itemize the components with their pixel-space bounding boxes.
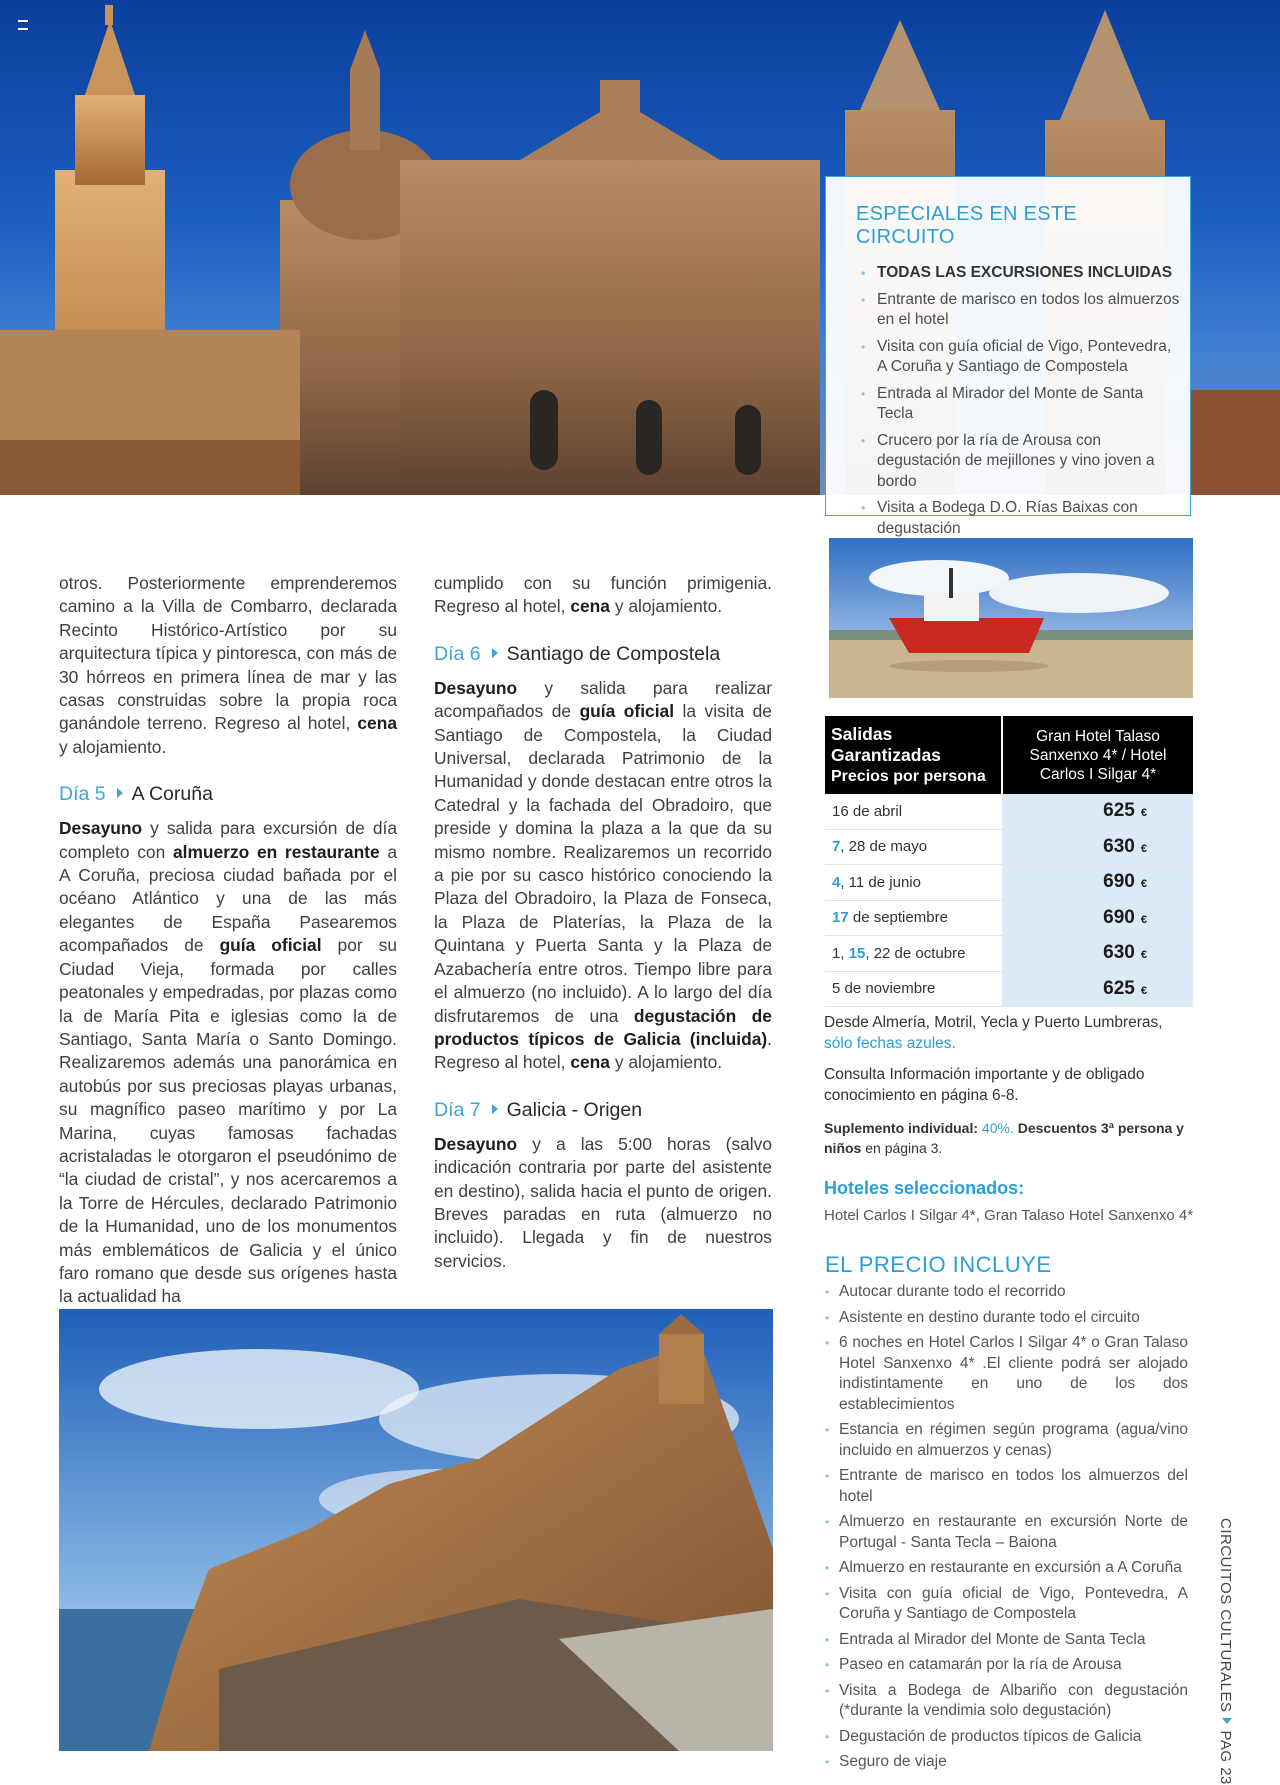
day6-heading	[434, 642, 772, 666]
paragraph-text: . Regreso al hotel,	[434, 1028, 772, 1073]
includes-list	[823, 1282, 1188, 1778]
day7-heading	[434, 1098, 772, 1122]
price-value: 690 €	[1002, 865, 1193, 901]
day7-text	[434, 1133, 772, 1273]
includes-item: • Degustación de productos típicos de Galicia	[823, 1727, 1188, 1748]
price-date: 7, 28 de mayo	[825, 829, 1002, 865]
price-header-hotel: Gran Hotel Talaso Sanxenxo 4* / Hotel Carlos I Silgar 4*	[1002, 716, 1193, 794]
day5-continuation	[434, 572, 772, 619]
paragraph-text: y a las 5:00 horas (salvo indicación contraria por parte del asistente en destino), salida hacia el punto de origen. Breves paradas en ruta (almuerzo no incluido). Llegada y fin de nuestros servicios.	[434, 1133, 772, 1271]
bold-text: guía oficial	[219, 935, 322, 956]
includes-item: • Visita a Bodega de Albariño con degustación (*durante la vendimia solo degustación)	[823, 1681, 1188, 1722]
footer-section: CIRCUITOS CULTURALES	[1217, 1518, 1234, 1713]
specials-item: • Entrada al Mirador del Monte de Santa Tecla	[851, 384, 1180, 425]
includes-item: • Almuerzo en restaurante en excursión a A Coruña	[823, 1558, 1188, 1579]
price-value: 690 €	[1002, 900, 1193, 936]
paragraph-text: y salida para realizar acompañados de	[434, 677, 772, 722]
supplement-note: Suplemento individual: 40%. Descuentos 3ª persona y niños en página 3.	[824, 1120, 1184, 1156]
includes-item: • Almuerzo en restaurante en excursión Norte de Portugal - Santa Tecla – Baiona	[823, 1512, 1188, 1553]
specials-item: • TODAS LAS EXCURSIONES INCLUIDAS	[851, 263, 1180, 284]
price-value: 630 €	[1002, 936, 1193, 972]
includes-item: • Autocar durante todo el recorrido	[823, 1282, 1188, 1303]
price-date: 1, 15, 22 de octubre	[825, 936, 1002, 972]
triangle-icon	[492, 1104, 498, 1114]
price-date: 16 de abril	[825, 794, 1002, 829]
specials-item: • Entrante de marisco en todos los almuerzos en el hotel	[851, 290, 1180, 331]
price-date: 5 de noviembre	[825, 971, 1002, 1007]
day6-text	[434, 677, 772, 1075]
specials-list	[851, 263, 1180, 566]
specials-item: • Crucero por la ría de Arousa con degustación de mejillones y vino joven a bordo	[851, 431, 1180, 493]
bold-text: cena	[570, 596, 610, 617]
hotels-title: Hoteles seleccionados:	[824, 1178, 1025, 1198]
boat-photo	[829, 538, 1193, 698]
bold-text: almuerzo en restaurante	[172, 841, 380, 862]
price-row	[825, 865, 1193, 901]
paragraph-text: otros. Posteriormente emprenderemos camino a la Villa de Combarro, declarada Recinto Histórico-Artístico por su arquitectura típica y pintoresca, con más de 30 hórreos en primera línea de mar y las casas construidas sobre la propia roca ganándole terreno. Regreso al hotel,	[59, 573, 397, 734]
paragraph-text: y salida para excursión de día completo con	[59, 818, 397, 862]
day-title: Galicia - Origen	[506, 1098, 643, 1121]
paragraph-text: y alojamiento.	[614, 596, 723, 617]
bold-text: cena	[570, 1052, 610, 1073]
bold-text: Desayuno	[434, 677, 518, 698]
price-row	[825, 971, 1193, 1007]
menu-icon[interactable]	[18, 20, 28, 30]
castle-illustration	[59, 1309, 773, 1751]
specials-item: • Visita con guía oficial de Vigo, Pontevedra, A Coruña y Santiago de Compostela	[851, 337, 1180, 378]
day4-continuation	[59, 572, 397, 759]
includes-title: EL PRECIO INCLUYE	[825, 1252, 1052, 1277]
bold-text: cena	[357, 713, 397, 734]
price-row	[825, 794, 1193, 829]
triangle-icon	[117, 788, 123, 798]
includes-item: • Seguro de viaje	[823, 1752, 1188, 1773]
footer-text	[1217, 1518, 1234, 1785]
bold-text: Desayuno	[59, 818, 143, 839]
page-number: PAG 23	[1217, 1730, 1234, 1785]
triangle-icon	[1222, 1718, 1232, 1724]
includes-item: • 6 noches en Hotel Carlos I Silgar 4* o Gran Talaso Hotel Sanxenxo 4* .El cliente podrá ser alojado indistintamente en uno de los dos establecimientos	[823, 1333, 1188, 1415]
day-title: Santiago de Compostela	[506, 642, 721, 665]
triangle-icon	[492, 648, 498, 658]
bold-text: guía oficial	[579, 701, 675, 722]
day-number: Día 6	[434, 642, 481, 665]
price-header-title: Salidas Garantizadas	[831, 724, 941, 765]
paragraph-text: y alojamiento.	[614, 1052, 723, 1073]
consult-note: Consulta Información importante y de obligado conocimiento en página 6-8.	[824, 1066, 1145, 1104]
day-number: Día 5	[59, 783, 106, 806]
day-number: Día 7	[434, 1098, 481, 1121]
paragraph-text: a A Coruña, preciosa ciudad bañada por el océano Atlántico y una de las más elegantes de España Pasearemos acompañados de	[59, 841, 397, 956]
includes-item: • Visita con guía oficial de Vigo, Pontevedra, A Coruña y Santiago de Compostela	[823, 1584, 1188, 1625]
paragraph-text: por su Ciudad Vieja, formada por calles peatonales y empedradas, por plazas como la de María Pita e iglesias como la de Santiago, Santa María o Santo Domingo. Realizaremos además una panorámica en autobús por sus preciosas playas urbanas, su magnífico paseo marítimo y por La Marina, cuyas famosas fachadas acristaladas le otorgaron el pseudónimo de “la ciudad de cristal”, y nos acercaremos a la Torre de Hércules, declarado Patrimonio de la Humanidad, uno de los monumentos más emblemáticos de Galicia y el único faro romano que desde sus orígenes hasta la actualidad ha	[59, 935, 398, 1307]
bold-text: degustación de productos típicos de Galicia (incluida)	[434, 1005, 772, 1049]
price-row	[825, 829, 1193, 865]
price-value: 625 €	[1002, 794, 1193, 829]
bold-text: Desayuno	[434, 1133, 518, 1154]
includes-item: • Entrante de marisco en todos los almuerzos del hotel	[823, 1466, 1188, 1507]
itinerary-column-2	[434, 572, 772, 1273]
specials-title: ESPECIALES EN ESTE CIRCUITO	[856, 203, 1078, 248]
castle-photo	[59, 1309, 773, 1751]
price-value: 630 €	[1002, 829, 1193, 865]
price-date: 17 de septiembre	[825, 900, 1002, 936]
page-footer	[1208, 1518, 1238, 1785]
paragraph-text: la visita de Santiago de Compostela, la Ciudad Universal, declarada Patrimonio de la Humanidad y donde destacan entre otros la Catedral y la fachada del Obradoiro, que preside y domina la plaza a la que da su mismo nombre. Realizaremos un recorrido a pie por su casco histórico conociendo la Plaza del Obradoiro, la Plaza de Fonseca, la Plaza de Platerías, la Plaza de la Quintana y Puerta Santa y la Plaza de Azabachería entre otros. Tiempo libre para el almuerzo (no incluido). A lo largo del día disfrutaremos de una	[434, 701, 772, 1026]
paragraph-text: cumplido con su función primigenia. Regreso al hotel,	[434, 573, 772, 617]
day5-text	[59, 817, 397, 1309]
hotels-text: Hotel Carlos I Silgar 4*, Gran Talaso Hotel Sanxenxo 4*	[824, 1207, 1194, 1224]
day5-heading	[59, 782, 397, 806]
price-row	[825, 936, 1193, 972]
includes-item: • Estancia en régimen según programa (agua/vino incluido en almuerzos y cenas)	[823, 1420, 1188, 1461]
includes-item: • Entrada al Mirador del Monte de Santa Tecla	[823, 1630, 1188, 1651]
price-header-left	[825, 716, 1002, 794]
departure-note: Desde Almería, Motril, Yecla y Puerto Lumbreras, sólo fechas azules.	[824, 1014, 1163, 1052]
price-header-subtitle: Precios por persona	[831, 768, 986, 785]
includes-item: • Asistente en destino durante todo el circuito	[823, 1308, 1188, 1329]
price-value: 625 €	[1002, 971, 1193, 1007]
paragraph-text: y alojamiento.	[59, 736, 167, 757]
price-date: 4, 11 de junio	[825, 865, 1002, 901]
specials-item: • Visita a Bodega D.O. Rías Baixas con degustación	[851, 498, 1180, 539]
itinerary-column-1	[59, 572, 397, 1309]
boat-illustration	[829, 538, 1193, 698]
includes-item: • Paseo en catamarán por la ría de Arousa	[823, 1655, 1188, 1676]
price-table	[825, 716, 1193, 1007]
price-table-header	[825, 716, 1193, 794]
day-title: A Coruña	[131, 783, 213, 806]
specials-box	[825, 176, 1191, 537]
price-row	[825, 900, 1193, 936]
